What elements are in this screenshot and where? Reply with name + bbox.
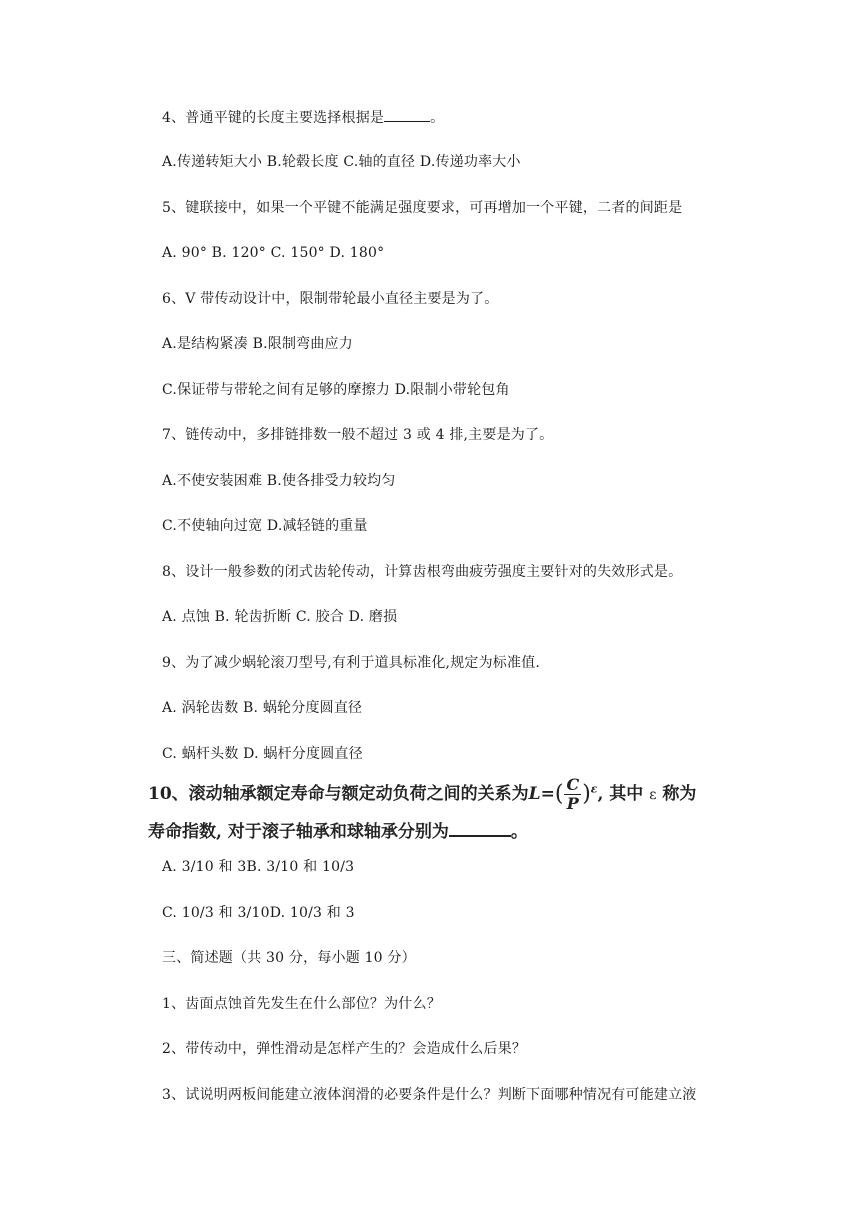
formula-lhs: L bbox=[528, 784, 541, 804]
life-formula bbox=[529, 776, 598, 813]
question-7-options-2: C.不使轴向过宽 D.减轻链的重量 bbox=[162, 518, 368, 534]
short-answer-3: 3、试说明两板间能建立液体润滑的必要条件是什么？判断下面哪种情况有可能建立液 bbox=[162, 1087, 697, 1103]
question-4-stem: 4、普通平键的长度主要选择根据是 bbox=[162, 110, 385, 126]
question-10-mid: , 其中 bbox=[597, 784, 644, 804]
question-8-options: A. 点蚀 B. 轮齿折断 C. 胶合 D. 磨损 bbox=[162, 609, 398, 625]
question-6: 6、V 带传动设计中，限制带轮最小直径主要是为了。 bbox=[162, 291, 499, 307]
question-10-post: 称为 bbox=[662, 784, 697, 804]
question-7-options-1: A.不使安装困难 B.使各排受力较均匀 bbox=[162, 473, 396, 489]
section-3-title: 三、简述题（共 30 分，每小题 10 分） bbox=[162, 950, 416, 966]
formula-fraction bbox=[564, 776, 581, 813]
question-4 bbox=[162, 108, 444, 127]
formula-numerator: C bbox=[566, 775, 580, 794]
question-10-line-2 bbox=[148, 819, 528, 843]
question-9-options-1: A. 涡轮齿数 B. 蜗轮分度圆直径 bbox=[162, 700, 363, 716]
question-6-options-1: A.是结构紧凑 B.限制弯曲应力 bbox=[162, 336, 353, 352]
question-10-stem: 10、滚动轴承额定寿命与额定动负荷之间的关系为 bbox=[148, 784, 529, 804]
question-8: 8、设计一般参数的闭式齿轮传动，计算齿根弯曲疲劳强度主要针对的失效形式是。 bbox=[162, 564, 683, 580]
question-5-options: A. 90° B. 120° C. 150° D. 180° bbox=[162, 245, 385, 261]
epsilon-symbol: ε bbox=[649, 787, 657, 803]
question-7: 7、链传动中，多排链排数一般不超过 3 或 4 排,主要是为了。 bbox=[162, 427, 554, 443]
question-9: 9、为了减少蜗轮滚刀型号,有利于道具标准化,规定为标准值. bbox=[162, 655, 541, 671]
answer-blank bbox=[449, 819, 511, 837]
formula-open-paren: ( bbox=[554, 781, 564, 807]
question-10-options-1: A. 3/10 和 3B. 3/10 和 10/3 bbox=[162, 859, 355, 875]
question-4-options: A.传递转矩大小 B.轮毂长度 C.轴的直径 D.传递功率大小 bbox=[162, 154, 521, 170]
formula-denominator: P bbox=[566, 794, 579, 813]
short-answer-1: 1、齿面点蚀首先发生在什么部位？为什么？ bbox=[162, 996, 441, 1012]
question-9-options-2: C. 蜗杆头数 D. 蜗杆分度圆直径 bbox=[162, 746, 363, 762]
question-5: 5、键联接中，如果一个平键不能满足强度要求，可再增加一个平键，二者的间距是 bbox=[162, 200, 683, 216]
short-answer-2: 2、带传动中，弹性滑动是怎样产生的？会造成什么后果？ bbox=[162, 1041, 527, 1057]
question-10-stem-line-2: 寿命指数, 对于滚子轴承和球轴承分别为 bbox=[148, 822, 449, 842]
question-4-end: 。 bbox=[430, 110, 445, 126]
answer-blank bbox=[384, 108, 430, 122]
question-6-options-2: C.保证带与带轮之间有足够的摩擦力 D.限制小带轮包角 bbox=[162, 382, 510, 398]
formula-equals: = bbox=[540, 784, 555, 804]
question-10-line-1 bbox=[148, 776, 696, 813]
formula-close-paren: ) bbox=[582, 781, 591, 807]
question-10-options-2: C. 10/3 和 3/10D. 10/3 和 3 bbox=[162, 905, 355, 921]
formula-exponent: ε bbox=[590, 782, 598, 796]
question-10-end: 。 bbox=[510, 822, 528, 842]
